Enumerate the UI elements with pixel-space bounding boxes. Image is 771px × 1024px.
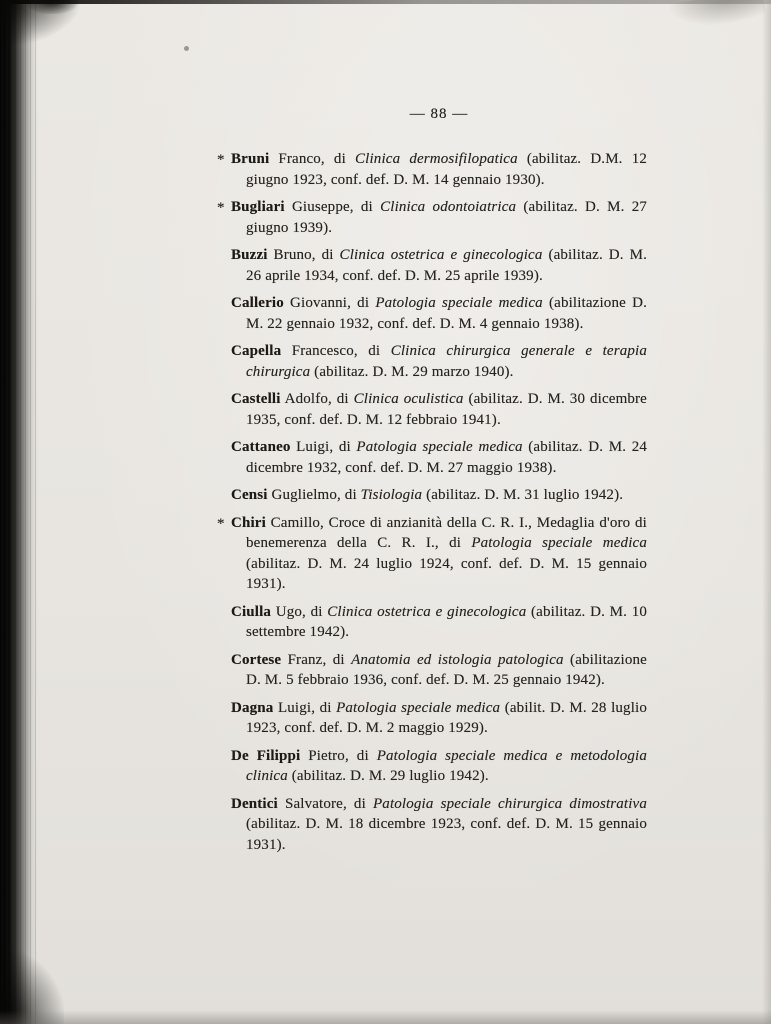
entry-text: (abilitaz. D. M. 29 marzo 1940). [310,363,514,380]
entry-text: (abilitaz. D. M. 31 luglio 1942). [422,487,624,503]
entry-specialty: Clinica chirurgica generale e terapia chirurgica [246,343,647,380]
asterisk-marker: * [217,200,225,216]
scan-artifact-top-edge [26,0,78,14]
entry-surname: Buzzi [231,247,268,263]
book-binding-shadow [0,0,38,1024]
entry-surname: Bugliari [231,199,285,215]
entry-text: Francesco, di [281,343,391,359]
entry-surname: Castelli [231,391,281,407]
scan-shadow-bottom [0,1010,771,1024]
directory-entry [231,650,647,691]
entry-text: Giovanni, di [283,295,376,311]
entry-specialty: Clinica odontoiatrica [380,199,517,215]
entry-text: (abilitaz. D. M. 27 giugno 1939). [246,199,648,236]
entry-text: (abilitaz. D. M. 18 dicembre 1923, conf. def. D. M. 15 gennaio 1931). [246,816,647,853]
entry-specialty: Patologia speciale medica [375,295,543,311]
directory-entry [231,794,647,856]
entry-text: Guglielmo, di [267,487,361,503]
entry-text: Luigi, di [273,699,337,716]
scan-edge-right [762,0,771,1024]
directory-entry [217,513,647,595]
directory-entry [231,602,647,643]
entry-surname: Dagna [231,699,274,716]
entry-surname: Capella [231,343,282,359]
directory-entry [231,389,647,430]
entry-specialty: Patologia speciale medica [336,699,501,716]
entry-text: Franco, di [269,151,356,167]
entry-text: (abilitazione D. M. 22 gennaio 1932, conf. def. D. M. 4 gennaio 1938). [246,295,647,332]
entry-surname: Bruni [231,151,270,167]
entry-surname: Censi [231,487,268,503]
entry-surname: Callerio [231,295,284,311]
asterisk-marker: * [217,152,225,168]
entry-text: (abilit. D. M. 28 luglio 1923, conf. def. D. M. 2 maggio 1929). [246,699,647,736]
directory-entry [231,437,647,478]
entry-text: (abilitaz. D. M. 24 dicembre 1932, conf. def. D. M. 27 maggio 1938). [246,439,647,476]
entry-specialty: Tisiologia [360,487,423,503]
entry-surname: Cattaneo [231,439,291,455]
entry-specialty: Clinica oculistica [353,391,464,407]
entry-text: (abilitazione D. M. 5 febbraio 1936, conf. def. D. M. 25 gennaio 1942). [246,651,647,688]
entry-text: Franz, di [281,651,352,668]
entries-list [217,149,648,855]
page-number: — 88 — [409,106,469,122]
entry-text: Salvatore, di [277,795,373,812]
entry-specialty: Patologia speciale chirurgica dimostrativa [372,795,647,812]
directory-entry [217,149,647,190]
entry-specialty: Patologia speciale medica [471,535,647,551]
entry-surname: Ciulla [231,603,272,620]
directory-entry [231,485,647,506]
entry-specialty: Patologia speciale medica e metodologia clinica [246,747,647,784]
entry-text: (abilitaz. D.M. 12 giugno 1923, conf. def. D. M. 14 gennaio 1930). [246,151,647,188]
entry-text: (abilitaz. D. M. 29 luglio 1942). [287,768,489,784]
entry-text: (abilitaz. D. M. 30 dicembre 1935, conf. def. D. M. 12 febbraio 1941). [246,391,647,428]
asterisk-marker: * [217,515,225,532]
entry-text: Pietro, di [300,747,377,764]
entry-text: (abilitaz. D. M. 24 luglio 1924, conf. def. D. M. 15 gennaio 1931). [246,555,647,592]
entry-text: Luigi, di [290,439,357,455]
entry-text: (abilitaz. D. M. 26 aprile 1934, conf. def. D. M. 25 aprile 1939). [246,247,647,284]
entry-specialty: Clinica ostetrica e ginecologica [339,247,543,263]
entry-surname: De Filippi [231,747,301,764]
directory-entry [231,245,647,286]
entry-specialty: Patologia speciale medica [356,439,523,455]
directory-entry [231,698,647,739]
entry-surname: Chiri [231,514,266,531]
entry-specialty: Clinica dermosifilopatica [355,151,518,167]
scan-edge-top [0,0,771,4]
entry-text: Camillo, Croce di anzianità della C. R. I., Medaglia d'oro di benemerenza della C. R. I., di [246,514,647,551]
entry-text: Giuseppe, di [284,199,381,215]
directory-entry [231,746,647,787]
entry-specialty: Clinica ostetrica e ginecologica [327,603,527,620]
directory-entry [231,293,647,334]
entry-text: Ugo, di [271,603,328,620]
directory-entry [217,197,648,238]
entry-text: (abilitaz. D. M. 10 settembre 1942). [246,603,647,640]
entry-surname: Cortese [231,651,282,668]
entry-specialty: Anatomia ed istologia patologica [351,651,564,668]
scan-speck [184,46,189,51]
page-content [217,106,648,862]
entry-text: Bruno, di [267,247,340,263]
entry-surname: Dentici [231,795,278,812]
scan-smudge-top-right [667,0,767,34]
entry-text: Adolfo, di [280,391,354,407]
directory-entry [231,341,647,382]
